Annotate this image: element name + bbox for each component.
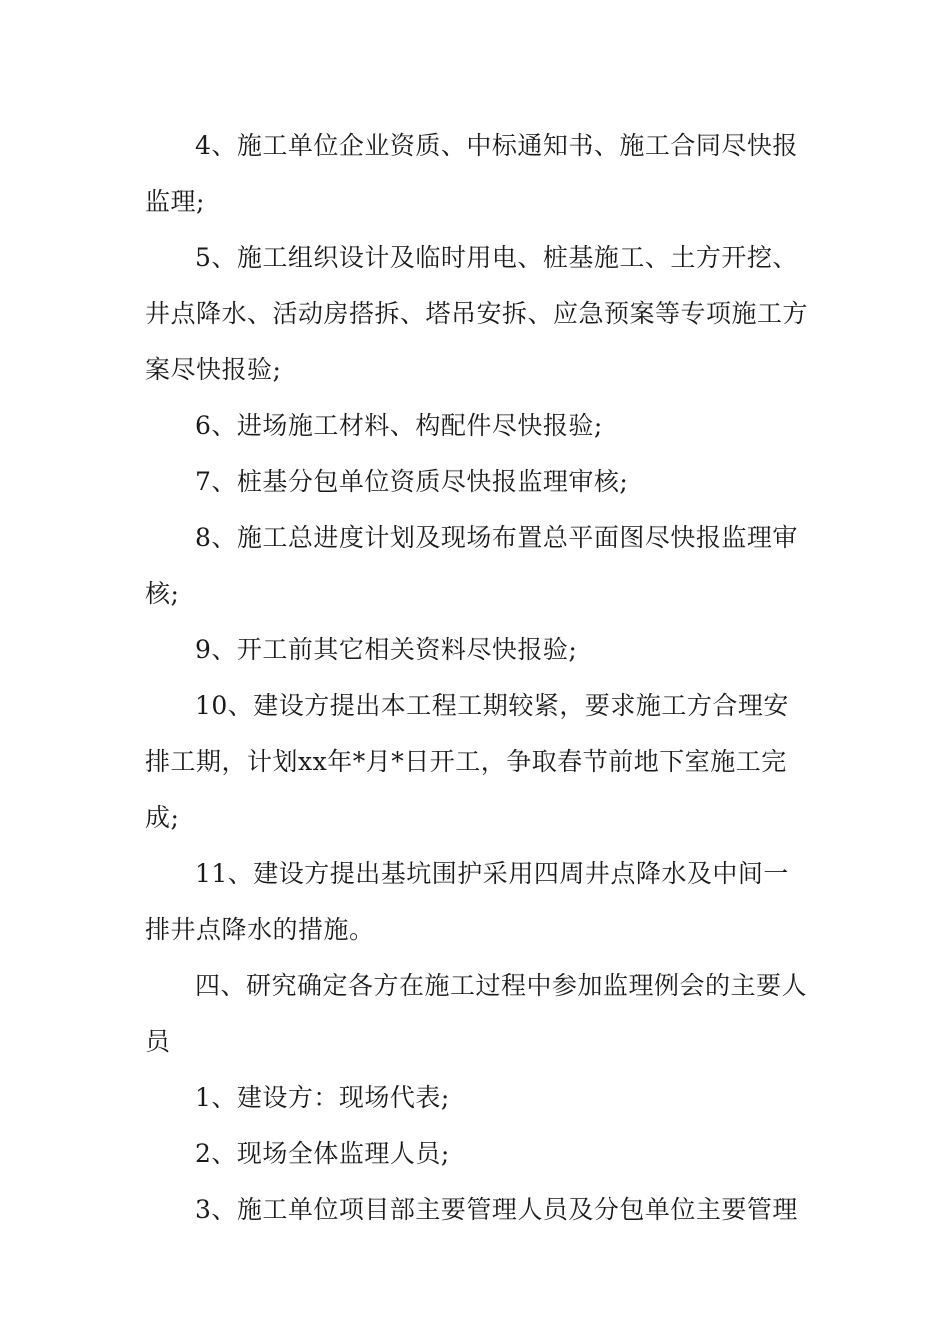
paragraph-item-8-schedule: 8、施工总进度计划及现场布置总平面图尽快报监理审核; — [145, 523, 798, 608]
paragraph-item-11-dewatering: 11、建设方提出基坑围护采用四周井点降水及中间一排井点降水的措施。 — [145, 859, 789, 944]
paragraph-item-7-pile-subcontractor: 7、桩基分包单位资质尽快报监理审核; — [195, 467, 629, 496]
paragraph-item-5-construction-plan: 5、施工组织设计及临时用电、桩基施工、土方开挖、井点降水、活动房搭拆、塔吊安拆、应急预案等专项施工方案尽快报验; — [145, 243, 809, 384]
paragraph-item-4-qualifications: 4、施工单位企业资质、中标通知书、施工合同尽快报监理; — [145, 131, 798, 216]
paragraph-item-6-materials: 6、进场施工材料、构配件尽快报验; — [195, 411, 603, 440]
paragraph-item-2-supervisors: 2、现场全体监理人员; — [195, 1139, 450, 1168]
paragraph-item-1-client-rep: 1、建设方：现场代表; — [195, 1083, 450, 1112]
document-body — [145, 118, 810, 1238]
paragraph-item-3-contractor-staff: 3、施工单位项目部主要管理人员及分包单位主要管理 — [195, 1195, 798, 1224]
section-heading-four: 四、研究确定各方在施工过程中参加监理例会的主要人员 — [145, 971, 808, 1056]
paragraph-item-10-timeline: 10、建设方提出本工程工期较紧，要求施工方合理安排工期，计划xx年*月*日开工，争取春节前地下室施工完成; — [145, 691, 789, 832]
paragraph-item-9-other-documents: 9、开工前其它相关资料尽快报验; — [195, 635, 578, 664]
